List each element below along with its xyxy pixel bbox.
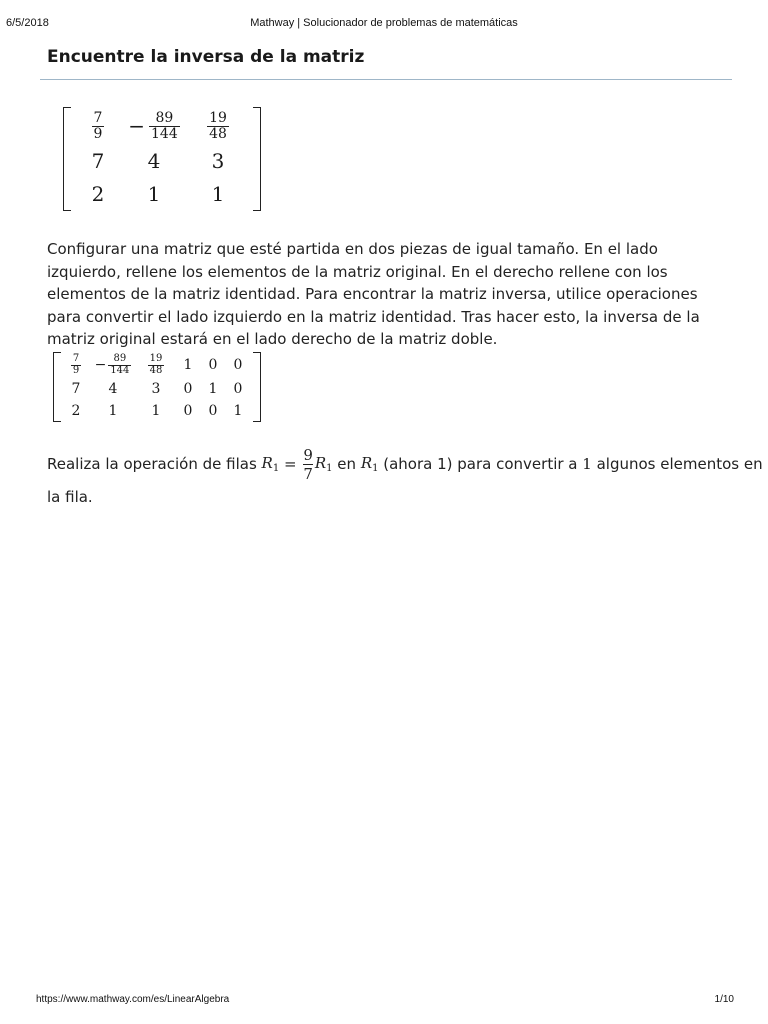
matrix-cell: 0 bbox=[233, 357, 243, 373]
matrix-cell: 3 bbox=[211, 149, 225, 173]
matrix-cell: 3 bbox=[151, 381, 161, 397]
row-symbol: $R_1$ bbox=[261, 454, 280, 474]
matrix-cell: − $\frac{89}{144}$ bbox=[128, 109, 178, 142]
problem-heading: Encuentre la inversa de la matriz bbox=[47, 47, 365, 67]
original-matrix bbox=[63, 107, 261, 211]
footer-url: https://www.mathway.com/es/LinearAlgebra bbox=[36, 994, 230, 1005]
matrix-cell: 2 bbox=[91, 182, 105, 206]
matrix-cell: 1 bbox=[151, 403, 161, 419]
row-op-text-line2: la fila. bbox=[47, 488, 93, 506]
augmented-matrix bbox=[53, 352, 261, 422]
row-op-text: (ahora bbox=[378, 455, 438, 473]
matrix-cell: $\frac{7}{9}$ bbox=[93, 109, 103, 142]
scale-fraction: $\frac{9}{7}$ bbox=[303, 445, 313, 483]
print-title: Mathway | Solucionador de problemas de matemáticas bbox=[250, 17, 518, 29]
matrix-cell: − $\frac{89}{144}$ bbox=[94, 353, 130, 376]
right-bracket bbox=[253, 107, 261, 211]
matrix-cell: 4 bbox=[147, 149, 161, 173]
matrix-cell: 1 bbox=[183, 357, 193, 373]
instruction-paragraph: Configurar una matriz que esté partida en dos piezas de igual tamaño. En el lado izquierdo, rellene los elementos de la matriz original. En el derecho rellene con los elementos de la matriz identidad. Para encontrar la matriz inversa, utilice operaciones para convertir el lado izquierdo en la matriz identidad. Tras hacer esto, la inversa de la matriz original estará en el lado derecho de la matriz doble. bbox=[47, 240, 700, 348]
right-bracket bbox=[253, 352, 261, 422]
row-symbol: $R_1$ bbox=[360, 454, 379, 474]
matrix-cell: 1 bbox=[208, 381, 218, 397]
matrix-cell: 1 bbox=[233, 403, 243, 419]
matrix-cell: 1 bbox=[211, 182, 225, 206]
matrix-cell: 0 bbox=[208, 357, 218, 373]
matrix-cell: $\frac{7}{9}$ bbox=[72, 353, 80, 376]
matrix-cell: 0 bbox=[208, 403, 218, 419]
matrix-cell: 2 bbox=[71, 403, 81, 419]
left-bracket bbox=[63, 107, 71, 211]
matrix-cell: 7 bbox=[71, 381, 81, 397]
left-bracket bbox=[53, 352, 61, 422]
matrix-cell: 0 bbox=[233, 381, 243, 397]
print-date: 6/5/2018 bbox=[6, 17, 49, 29]
heading-divider bbox=[40, 79, 732, 80]
row-op-text: 1 bbox=[437, 455, 447, 473]
row-symbol: $R_1$ bbox=[314, 454, 333, 474]
matrix-cell: $\frac{19}{48}$ bbox=[209, 109, 227, 142]
row-op-text: algunos elementos en bbox=[591, 455, 763, 473]
matrix-cell: 0 bbox=[183, 381, 193, 397]
row-operation-paragraph bbox=[47, 441, 763, 507]
matrix-cell: 1 bbox=[147, 182, 161, 206]
row-op-text: ) para convertir a bbox=[446, 455, 583, 473]
page-number: 1/10 bbox=[714, 994, 734, 1005]
matrix-cell: 1 bbox=[108, 403, 118, 419]
equals-sign: = bbox=[279, 455, 302, 473]
row-op-number: 1 bbox=[582, 455, 592, 473]
matrix-cell: 7 bbox=[91, 149, 105, 173]
row-op-text: en bbox=[332, 455, 361, 473]
row-op-text: Realiza la operación de filas bbox=[47, 455, 262, 473]
matrix-cell: 4 bbox=[108, 381, 118, 397]
matrix-cell: 0 bbox=[183, 403, 193, 419]
matrix-cell: $\frac{19}{48}$ bbox=[149, 353, 163, 376]
